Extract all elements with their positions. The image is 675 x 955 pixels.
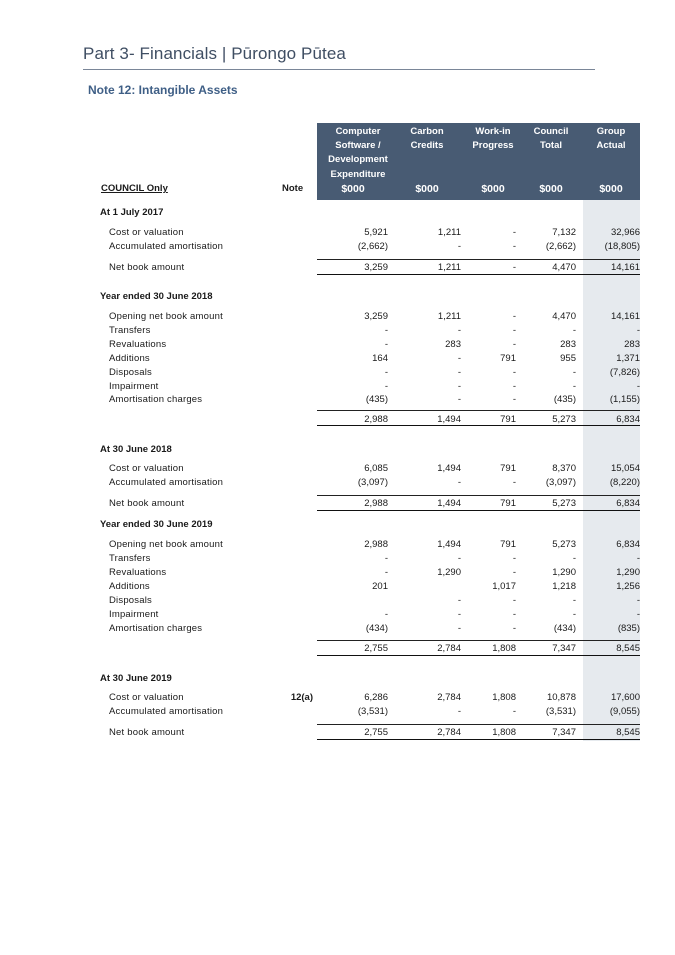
- table-cell: (3,097): [357, 477, 388, 488]
- table-cell: 3,259: [364, 311, 388, 322]
- table-cell: 5,921: [364, 227, 388, 238]
- table-cell: -: [384, 367, 388, 378]
- table-cell: -: [512, 623, 516, 634]
- table-cell: -: [512, 367, 516, 378]
- note-title: Note 12: Intangible Assets: [88, 83, 238, 97]
- table-cell: -: [512, 311, 516, 322]
- rule: [317, 640, 640, 641]
- table-cell: (835): [617, 623, 640, 634]
- table-cell: 6,834: [616, 498, 640, 509]
- table-cell: (1,155): [609, 394, 640, 405]
- table-row: [0, 476, 675, 490]
- table-cell: 1,017: [492, 581, 516, 592]
- table-row: [0, 380, 675, 394]
- row-label: Disposals: [109, 595, 152, 606]
- table-cell: 8,545: [616, 643, 640, 654]
- table-cell: -: [384, 339, 388, 350]
- table-cell: 15,054: [610, 463, 640, 474]
- col-header-group-actual: Group Actual: [596, 126, 626, 151]
- col-unit: $000: [341, 183, 365, 195]
- table-cell: 1,371: [616, 353, 640, 364]
- table-cell: 2,988: [364, 414, 388, 425]
- table-cell: -: [384, 381, 388, 392]
- row-label: Net book amount: [109, 727, 185, 738]
- table-cell: 1,211: [437, 311, 461, 322]
- table-cell: (2,662): [545, 241, 576, 252]
- table-row: [0, 705, 675, 719]
- col-header-work-in-progress: Work-in Progress: [472, 126, 514, 151]
- col-unit: $000: [599, 183, 623, 195]
- table-cell: 283: [560, 339, 576, 350]
- table-cell: 791: [500, 414, 516, 425]
- section-heading-row: [0, 290, 675, 304]
- table-cell: -: [512, 595, 516, 606]
- table-cell: -: [384, 609, 388, 620]
- row-label: Accumulated amortisation: [109, 477, 224, 488]
- row-label: Opening net book amount: [109, 539, 223, 550]
- table-cell: 7,132: [552, 227, 576, 238]
- table-cell: -: [512, 241, 516, 252]
- table-cell: (435): [553, 394, 576, 405]
- table-cell: -: [572, 367, 576, 378]
- table-cell: -: [457, 325, 461, 336]
- note-column-header: Note: [282, 183, 304, 194]
- table-cell: 1,808: [492, 692, 516, 703]
- table-cell: 1,494: [437, 498, 461, 509]
- table-cell: -: [636, 609, 640, 620]
- note-reference: 12(a): [290, 692, 313, 703]
- table-cell: -: [457, 394, 461, 405]
- table-cell: 1,211: [437, 262, 461, 273]
- table-cell: (7,826): [609, 367, 640, 378]
- table-row: [0, 691, 675, 705]
- table-cell: -: [512, 706, 516, 717]
- section-heading: At 30 June 2018: [100, 444, 172, 455]
- table-cell: 5,273: [552, 539, 576, 550]
- page-title: Part 3- Financials | Pūrongo Pūtea: [83, 44, 346, 63]
- table-cell: -: [512, 227, 516, 238]
- table-cell: 8,545: [616, 727, 640, 738]
- table-cell: (2,662): [357, 241, 388, 252]
- table-row: [0, 608, 675, 622]
- table-cell: -: [457, 609, 461, 620]
- section-heading-row: [0, 672, 675, 686]
- table-cell: 32,966: [610, 227, 640, 238]
- table-cell: -: [512, 262, 516, 273]
- table-cell: -: [572, 381, 576, 392]
- table-cell: (3,531): [357, 706, 388, 717]
- table-cell: 5,273: [552, 498, 576, 509]
- row-label: Disposals: [109, 367, 152, 378]
- rule: [317, 724, 640, 725]
- table-cell: -: [384, 553, 388, 564]
- row-label: Accumulated amortisation: [109, 706, 224, 717]
- table-cell: (9,055): [609, 706, 640, 717]
- table-cell: -: [384, 325, 388, 336]
- table-cell: (434): [553, 623, 576, 634]
- table-cell: 2,988: [364, 539, 388, 550]
- table-cell: 1,494: [437, 414, 461, 425]
- council-only-label: COUNCIL Only: [101, 183, 168, 194]
- table-cell: 6,286: [364, 692, 388, 703]
- table-cell: (8,220): [609, 477, 640, 488]
- table-cell: 3,259: [364, 262, 388, 273]
- title-divider: [83, 69, 595, 70]
- table-cell: 283: [624, 339, 640, 350]
- table-cell: (3,531): [545, 706, 576, 717]
- table-cell: 6,834: [616, 539, 640, 550]
- table-cell: (18,805): [604, 241, 640, 252]
- table-row: [0, 324, 675, 338]
- rule: [317, 495, 640, 496]
- table-cell: -: [512, 381, 516, 392]
- table-row: [0, 462, 675, 476]
- table-cell: -: [512, 339, 516, 350]
- table-cell: -: [457, 477, 461, 488]
- table-cell: -: [457, 595, 461, 606]
- table-cell: -: [572, 609, 576, 620]
- table-cell: 7,347: [552, 643, 576, 654]
- row-label: Additions: [109, 353, 150, 364]
- table-cell: 17,600: [610, 692, 640, 703]
- table-cell: -: [512, 477, 516, 488]
- table-row: [0, 310, 675, 324]
- table-cell: 201: [372, 581, 388, 592]
- table-cell: 2,784: [437, 692, 461, 703]
- table-cell: -: [457, 706, 461, 717]
- table-cell: 1,808: [492, 643, 516, 654]
- table-cell: -: [636, 381, 640, 392]
- section-heading: Year ended 30 June 2018: [100, 291, 213, 302]
- table-cell: 8,370: [552, 463, 576, 474]
- table-cell: -: [457, 381, 461, 392]
- section-heading: At 1 July 2017: [100, 207, 164, 218]
- section-heading: At 30 June 2019: [100, 673, 172, 684]
- table-cell: 4,470: [552, 311, 576, 322]
- table-cell: 1,808: [492, 727, 516, 738]
- table-cell: 1,290: [552, 567, 576, 578]
- table-cell: -: [457, 353, 461, 364]
- table-cell: 1,256: [616, 581, 640, 592]
- row-label: Revaluations: [109, 339, 167, 350]
- table-cell: 283: [445, 339, 461, 350]
- table-cell: 4,470: [552, 262, 576, 273]
- table-cell: 6,085: [364, 463, 388, 474]
- table-row: [0, 726, 675, 740]
- table-cell: 791: [500, 539, 516, 550]
- table-cell: 10,878: [546, 692, 576, 703]
- row-label: Transfers: [109, 553, 151, 564]
- table-cell: 14,161: [610, 311, 640, 322]
- table-cell: 1,290: [616, 567, 640, 578]
- row-label: Net book amount: [109, 262, 185, 273]
- rule: [317, 259, 640, 260]
- table-cell: -: [572, 595, 576, 606]
- col-unit: $000: [539, 183, 563, 195]
- table-cell: -: [512, 325, 516, 336]
- row-label: Cost or valuation: [109, 227, 184, 238]
- table-cell: 5,273: [552, 414, 576, 425]
- table-cell: 2,755: [364, 643, 388, 654]
- table-row: [0, 352, 675, 366]
- section-heading-row: [0, 518, 675, 532]
- row-label: Impairment: [109, 381, 159, 392]
- table-row: [0, 594, 675, 608]
- table-cell: 6,834: [616, 414, 640, 425]
- table-cell: -: [457, 553, 461, 564]
- row-label: Revaluations: [109, 567, 167, 578]
- table-row: [0, 566, 675, 580]
- table-row: [0, 338, 675, 352]
- row-label: Opening net book amount: [109, 311, 223, 322]
- table-row: [0, 642, 675, 656]
- table-cell: -: [572, 325, 576, 336]
- row-label: Additions: [109, 581, 150, 592]
- table-cell: -: [384, 567, 388, 578]
- table-cell: -: [572, 553, 576, 564]
- table-cell: 1,290: [437, 567, 461, 578]
- col-header-council-total: Council Total: [533, 126, 569, 151]
- table-cell: -: [636, 325, 640, 336]
- rule: [317, 410, 640, 411]
- table-cell: 791: [500, 463, 516, 474]
- table-cell: 2,784: [437, 727, 461, 738]
- table-cell: 2,988: [364, 498, 388, 509]
- table-cell: 1,218: [552, 581, 576, 592]
- table-cell: 2,784: [437, 643, 461, 654]
- table-cell: 1,211: [437, 227, 461, 238]
- table-cell: -: [512, 609, 516, 620]
- table-cell: 1,494: [437, 539, 461, 550]
- table-row: [0, 580, 675, 594]
- row-label: Net book amount: [109, 498, 185, 509]
- table-cell: 791: [500, 353, 516, 364]
- table-cell: -: [636, 553, 640, 564]
- row-label: Cost or valuation: [109, 463, 184, 474]
- row-label: Impairment: [109, 609, 159, 620]
- table-cell: 1,494: [437, 463, 461, 474]
- table-cell: -: [636, 595, 640, 606]
- row-label: Amortisation charges: [109, 623, 203, 634]
- table-cell: (435): [365, 394, 388, 405]
- section-heading-row: [0, 206, 675, 220]
- col-header-carbon-credits: Carbon Credits: [410, 126, 444, 151]
- table-row: [0, 622, 675, 636]
- table-row: [0, 261, 675, 275]
- table-row: [0, 366, 675, 380]
- col-header-computer-software: Computer Software / Development: [328, 126, 388, 165]
- table-row: [0, 393, 675, 407]
- section-heading: Year ended 30 June 2019: [100, 519, 213, 530]
- table-cell: (434): [365, 623, 388, 634]
- table-row: [0, 552, 675, 566]
- table-cell: 955: [560, 353, 576, 364]
- table-cell: -: [512, 553, 516, 564]
- row-label: Accumulated amortisation: [109, 241, 224, 252]
- table-cell: -: [457, 241, 461, 252]
- table-cell: 791: [500, 498, 516, 509]
- row-label: Transfers: [109, 325, 151, 336]
- table-cell: 7,347: [552, 727, 576, 738]
- table-cell: (3,097): [545, 477, 576, 488]
- row-label: Amortisation charges: [109, 394, 203, 405]
- section-heading-row: [0, 443, 675, 457]
- table-row: [0, 538, 675, 552]
- table-cell: -: [457, 623, 461, 634]
- table-cell: 14,161: [610, 262, 640, 273]
- table-cell: 2,755: [364, 727, 388, 738]
- col-unit: $000: [415, 183, 439, 195]
- row-label: Cost or valuation: [109, 692, 184, 703]
- col-subheader-expenditure: Expenditure: [330, 169, 386, 180]
- table-cell: 164: [372, 353, 388, 364]
- table-row: [0, 413, 675, 427]
- table-row: [0, 497, 675, 511]
- table-cell: -: [512, 394, 516, 405]
- table-row: [0, 226, 675, 240]
- table-cell: -: [457, 367, 461, 378]
- col-unit: $000: [481, 183, 505, 195]
- table-row: [0, 240, 675, 254]
- table-cell: -: [512, 567, 516, 578]
